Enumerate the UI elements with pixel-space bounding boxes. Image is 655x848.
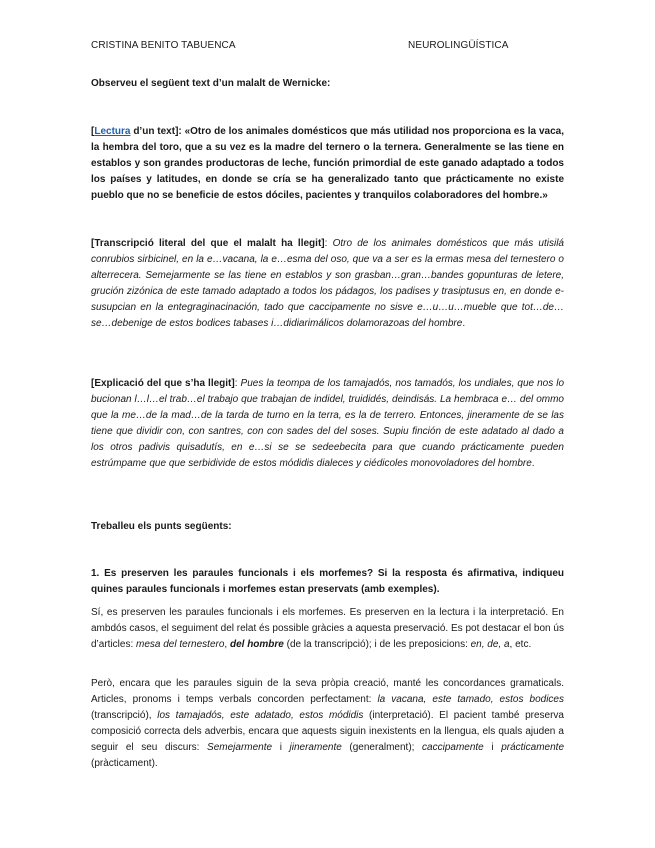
answer1-example-2: del hombre <box>229 639 284 650</box>
answer2-example-5: caccipamente <box>422 742 484 753</box>
explanation-paragraph <box>91 376 564 472</box>
answer2-example-2: los tamajadós, este adatado, estos módidis <box>157 710 364 721</box>
question-1 <box>91 566 564 598</box>
original-text: : «Otro de los animales domésticos que más utilidad nos proporciona es la vaca, la hembra del toro, que a su vez es la madre del ternero o la ternera. Generalmente se las tiene en establos y son grandes productoras de leche, función primordial de este ganado adaptado a todos los países y latitudes, en donde se cría se ha generalizado tanto que prácticamente no existe pueblo que no se beneficie de estos dóciles, pacientes y tranquilos colaboradores del hombre.» <box>91 126 564 201</box>
original-label: d’un text] <box>130 126 179 137</box>
transcription-label: [Transcripció literal del que el malalt ha llegit] <box>91 238 325 249</box>
transcription-text: Otro de los animales domésticos que más utisilá conrubios sirbicinel, en la e…vacana, la e…esma del oso, que va a ser es la ermas mesa del ternestero o alterrecera. Semejarmente se las tiene en establos y son grasban…gran…bandes gopunturas de letere, grución zizónica de este tamado adaptado a todos los pádagos, los padises y trasiptusus en, en donde e-susupcian en la entegraginacinación, tado que caccipamente no sisve e…u…u…mueble que tot…de…se…debenige de estos bodices tabases i…didiarimálicos dolamorazoas del hombre <box>91 238 564 329</box>
answer2-text-5: (generalment); <box>341 742 423 753</box>
answer2-text-7: (pràcticament). <box>91 758 158 769</box>
transcription-colon: : <box>324 238 333 249</box>
transcription-paragraph <box>91 236 564 332</box>
question-number: 1. <box>91 568 100 579</box>
bracket-open: [ <box>91 126 95 137</box>
answer2-text-2: (transcripció), <box>91 710 158 721</box>
answer1-text-2: , <box>224 639 230 650</box>
header-author: CRISTINA BENITO TABUENCA <box>91 40 236 51</box>
answer-paragraph-1 <box>91 605 564 653</box>
header-subject: NEUROLINGÜÍSTICA <box>408 40 509 51</box>
explanation-end: . <box>531 458 535 469</box>
explanation-label: [Explicació del que s’ha llegit] <box>91 378 235 389</box>
answer1-example-1: mesa del ternestero <box>136 639 225 650</box>
question-text: Es preserven les paraules funcionals i els morfemes? Si la resposta és afirmativa, indiqueu quines paraules funcionals i morfemes estan preservats (amb exemples). <box>91 568 564 595</box>
lectura-link[interactable]: Lectura <box>94 126 131 137</box>
answer2-example-4: jineramente <box>289 742 342 753</box>
answer2-example-3: Semejarmente <box>207 742 273 753</box>
answer1-example-3: en, de, a <box>470 639 510 650</box>
answer2-text-3: (interpretació). El pacient també preserva composició correcta dels adverbis, encara que aquests siguin inexistents en la llengua, els quals ajuden a seguir el seu discurs: <box>91 710 564 753</box>
answer2-text-4: i <box>272 742 290 753</box>
answer2-example-6: prácticamente <box>501 742 565 753</box>
answer2-example-1: la vacana, este tamado, estos bodices <box>377 694 564 705</box>
tasks-title: Treballeu els punts següents: <box>91 521 232 532</box>
intro-line: Observeu el següent text d’un malalt de Wernicke: <box>91 78 331 89</box>
answer-paragraph-2 <box>91 676 564 772</box>
answer1-text-1: Sí, es preserven les paraules funcionals i els morfemes. Es preserven en la lectura i la interpretació. En ambdós casos, el seguiment del relat és possible gràcies a aquesta preservació. Es pot destacar el bon ús d’articles: <box>91 607 564 650</box>
explanation-colon: : <box>234 378 241 389</box>
explanation-text: Pues la teompa de los tamajadós, nos tamadós, los undiales, que nos lo bucionan l…l…el trab…el trabajo que trabajan de indidel, truididés, deindisás. La hembraca e… del ommo que la me…de la mad…de la tarda de turno en la terra, es la de terrero. Entonces, jineramente de se las tiene que dividir con, con santres, con con sades del del soses. Supiu finción de este adatado al dado a los otros padivis quisadutís, en e…si se se sedeebecita para que cuando prácticamente pueden estrúmpame que que serbidivide de estos módidis dialeces y ciédicoles monovoladores del hombre <box>91 378 565 469</box>
answer1-text-4: , etc. <box>509 639 532 650</box>
answer2-text-6: i <box>483 742 502 753</box>
answer1-text-3: (de la transcripció); i de les preposicions: <box>283 639 471 650</box>
transcription-end: . <box>462 318 466 329</box>
original-text-paragraph <box>91 124 564 204</box>
answer2-text-1: Però, encara que les paraules siguin de la seva pròpia creació, manté les concordances gramaticals. Articles, pronoms i temps verbals concorden perfectament: <box>91 678 564 705</box>
